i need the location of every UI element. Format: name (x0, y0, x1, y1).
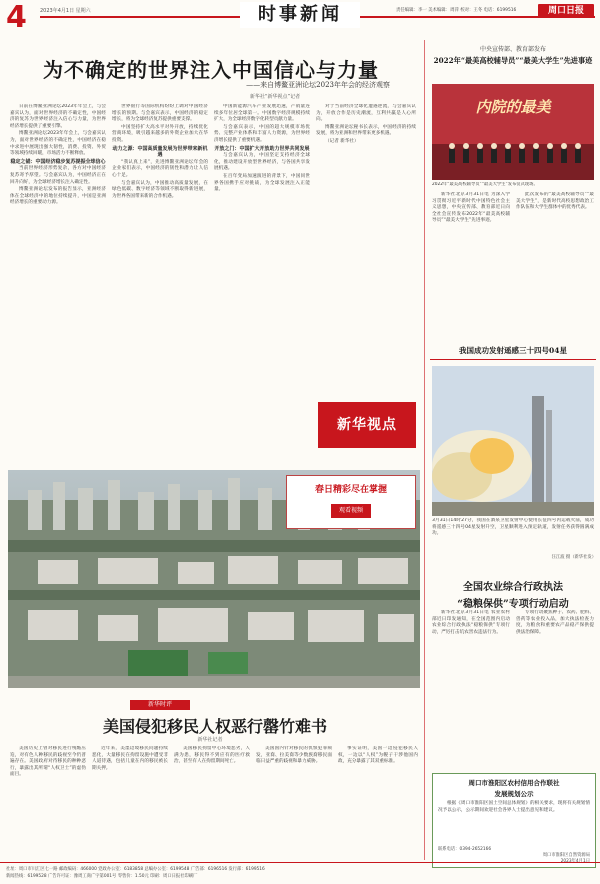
paragraph: 此次发布的“最美高校辅导员”“最美大学生”，是新时代高校思想政治工作队伍和大学生群体中的优秀代表。 (516, 192, 594, 211)
rocket-heading (430, 345, 596, 360)
agri-title-line-1: 全国农业综合行政执法 (463, 582, 563, 593)
issue-date: 2023年4月1日 星期六 (40, 8, 91, 14)
main-headline: 为不确定的世界注入中国信心与力量 (43, 58, 379, 82)
rocket-credit: 汪江波 摄（新华社发） (551, 555, 596, 560)
ad-contact: 联系电话：0394-2652166 (438, 847, 492, 852)
paragraph: 在百年变局加速演进的背景下，中国同世界各国携手应对挑战，为全球发展注入正能量。 (214, 173, 310, 193)
paragraph: 美国移民拘留中心环境恶劣，人满为患，移民得不到应有的医疗救治，甚至有人在拘留期间死亡。 (174, 746, 250, 765)
paragraph: 与会嘉宾认为，中国坚定支持经济全球化，推动建设开放型世界经济，与各国共享发展机遇。 (214, 153, 310, 172)
agri-title-line-2: “稳粮保供”专项行动启动 (457, 599, 569, 610)
ceremony-photo (432, 84, 594, 180)
column-divider (424, 40, 425, 860)
paragraph: 事实证明，美国一边侵犯移民人权，一边以“人权”为幌子干涉他国内政，充分暴露了其双重标准。 (338, 746, 418, 765)
main-subheadline: ——来自博鳌亚洲论坛2023年年会的经济观察 (246, 81, 390, 89)
ad-title: 周口市淮阳区农村信用合作联社 (468, 779, 560, 787)
agri-heading (430, 578, 596, 610)
paragraph: 对于当前经济全球化遭遇逆流，与会嘉宾认为，开放合作是历史潮流，互利共赢是人心所向。 (316, 104, 416, 123)
right-top-kicker: 中央宣传部、教育部发布 (479, 46, 546, 53)
us-article-column-2 (92, 746, 168, 858)
watch-video-button[interactable]: 观看视频 (331, 504, 371, 518)
paragraph: “我认真上来”，先进博鳌亚洲论坛年会的企业家们表示，中国经济的韧性和潜力让人信心十足。 (112, 159, 208, 178)
ad-subtitle: 发展规划公示 (494, 790, 534, 798)
article-subheading: 稳定之锚：中国经济稳步复苏提振全球信心 (10, 158, 106, 165)
rocket-title: 我国成功发射遥感三十四号04星 (430, 345, 596, 360)
main-article-column-1 (10, 104, 106, 464)
us-article-headline: 美国侵犯移民人权恶行罄竹难书 (102, 717, 327, 736)
right-top-title: 2022年“最美高校辅导员”“最美大学生”先进事迹 (433, 56, 593, 65)
right-top-column-1 (432, 192, 510, 342)
ceremony-banner-text: 内院的最美 (475, 98, 551, 116)
paragraph: 日前在博鳌亚洲论坛2023年年会上，与会嘉宾认为，面对世界经济的不确定性，中国经济的复苏为世界经济注入信心与力量，为世界经济增长提供了重要引擎。 (10, 104, 106, 129)
rocket-launch-photo (432, 366, 594, 516)
video-promo-box[interactable] (286, 475, 416, 529)
paragraph: 与会嘉宾表示，中国的超大规模市场优势、完整产业体系和丰富人力资源，为世界经济增长提供了重要机遇。 (214, 124, 310, 143)
video-promo-title: 春日精彩尽在掌握 (314, 485, 387, 495)
us-article-column-3 (174, 746, 250, 858)
paragraph: （记者 新华社） (325, 138, 359, 144)
editor-credits: 责任编辑：李一 美术编辑：周萍 校对：王冬 电话：6199516 (396, 8, 517, 13)
paragraph: 新华社北京3月31日电 为深入学习贯彻习近平新时代中国特色社会主义思想，中央宣传部、教育部近日向全社会宣传发布2022年“最美高校辅导员”“最美大学生”先进事迹。 (432, 192, 510, 224)
paragraph: 美国历史上曾对移民进行残酷压迫，对有色人种移民的歧视至今仍普遍存在。美国政府对待移民的种种恶行，暴露出其所谓“人权卫士”的虚伪面目。 (10, 746, 86, 778)
us-article-column-1 (10, 746, 86, 858)
section-title: 时事新闻 (240, 2, 360, 28)
paragraph: 近年来，美墨边境移民问题持续恶化，大量移民在拘留设施中遭受非人道待遇，包括儿童在内的移民被长期关押。 (92, 746, 168, 771)
page-header (0, 0, 600, 40)
us-article-column-5 (338, 746, 418, 858)
page-footer (0, 862, 600, 884)
ceremony-photo-caption: 2022年“最美高校辅导员”“最美大学生”发布仪式现场。 (432, 182, 538, 187)
public-notice-ad (432, 773, 596, 868)
us-article-byline: 新华社记者 (197, 737, 223, 743)
paragraph: 专项行动聚焦种子、农药、肥料、兽药等农业投入品，加大执法检查力度，为粮食和重要农产品稳产保供提供法治保障。 (516, 610, 594, 635)
agri-column-2 (516, 610, 594, 768)
paragraph: 中国坚持扩大高水平对外开放，持续优化营商环境，吸引越来越多的外资企业加大在华投资。 (112, 124, 208, 143)
xinhua-viewpoint-label: 新华视点 (337, 417, 397, 433)
paragraph: 美国国内针对移民的仇恨犯罪频发，亚裔、拉美裔等少数族裔移民面临日益严重的歧视和暴力威胁。 (256, 746, 332, 765)
us-article-column-4 (256, 746, 332, 858)
page-number: 4 (6, 0, 27, 35)
ad-date: 2023年4月1日 (560, 859, 590, 864)
paragraph: 博鳌亚洲论坛2023年年会上，与会嘉宾认为，面对世界经济的不确定性，中国经济在稳中求进中展现出强大韧性，消费、投资、外贸等领域持续回暖，市场活力不断释放。 (10, 131, 106, 157)
paragraph: 当前世界经济形势复杂，各方对中国经济复苏寄予厚望。与会嘉宾认为，中国经济正在回升向好，为全球经济增长注入确定性。 (10, 166, 106, 185)
ad-body-text: 根据《周口市淮阳区国土空间总体规划》的相关要求，现将有关规划情况予以公示，公示期间欢迎社会各界人士提出意见和建议。 (438, 801, 590, 813)
main-article-column-3 (214, 104, 310, 464)
footer-line-1: 社址：周口市川汇区七一路 邮政编码：466000 党政办公室：6183858 总编办公室：6199548 广告部：6196516 发行部：6199516 (6, 867, 265, 872)
paragraph: 博鳌亚洲论坛发布的报告显示，亚洲经济体在全球经济中的地位持续提升，中国是亚洲经济增长的重要动力源。 (10, 187, 106, 206)
paragraph: 中国新能源汽车产业发展迅速，产销量连续多年位居全球第一。中国数字经济规模持续扩大，为全球经济数字化转型贡献力量。 (214, 104, 310, 123)
main-byline: 新华社“新华视点”记者 (249, 94, 301, 100)
paragraph: 博鳌亚洲论坛秘书长表示，中国经济的持续发展，将为亚洲和世界带来更多机遇。 (316, 124, 416, 137)
article-subheading: 开放之门：中国扩大开放助力世界共同发展 (214, 145, 310, 152)
footer-line-2: 新闻热线：6199528 广告许可证：豫周工商广字第001号 零售价：1.50元 印刷：周口日报社印刷厂 (6, 874, 198, 879)
article-subheading: 动力之源：中国高质量发展为世界带来新机遇 (112, 145, 208, 159)
paragraph: 世界银行等国际机构纷纷上调对中国经济增长的预期。与会嘉宾表示，中国经济的稳定增长，将为全球经济复苏提供重要支撑。 (112, 104, 208, 123)
ad-signer: 周口市淮阳区自然资源局 (542, 853, 590, 858)
ad-body (433, 798, 595, 846)
newspaper-logo: 周口日报 (538, 4, 594, 18)
main-article-column-2 (112, 104, 208, 464)
right-top-column-2 (516, 192, 594, 342)
paragraph: 新华社北京3月31日电 农业农村部近日印发通知，在全国范围内启动农业综合行政执法“稳粮保供”专项行动，严厉打击坑农害农违法行为。 (432, 610, 510, 635)
xinhua-viewpoint-badge (318, 402, 416, 448)
rocket-caption-text: 3月31日14时27分，我国在酒泉卫星发射中心使用长征四号丙运载火箭，成功将遥感三十四号04星发射升空，卫星顺利进入预定轨道，发射任务获得圆满成功。 (432, 518, 594, 537)
paragraph: 与会嘉宾认为，中国推动高质量发展，在绿色低碳、数字经济等领域不断取得新进展，为世界各国带来新的合作机遇。 (112, 180, 208, 199)
commentary-kicker: 新华时评 (130, 700, 190, 710)
agri-column-1 (432, 610, 510, 768)
right-top-heading (430, 44, 596, 74)
main-article-column-4 (316, 104, 416, 394)
rocket-caption (432, 518, 594, 552)
rocket-illustration (432, 366, 594, 516)
